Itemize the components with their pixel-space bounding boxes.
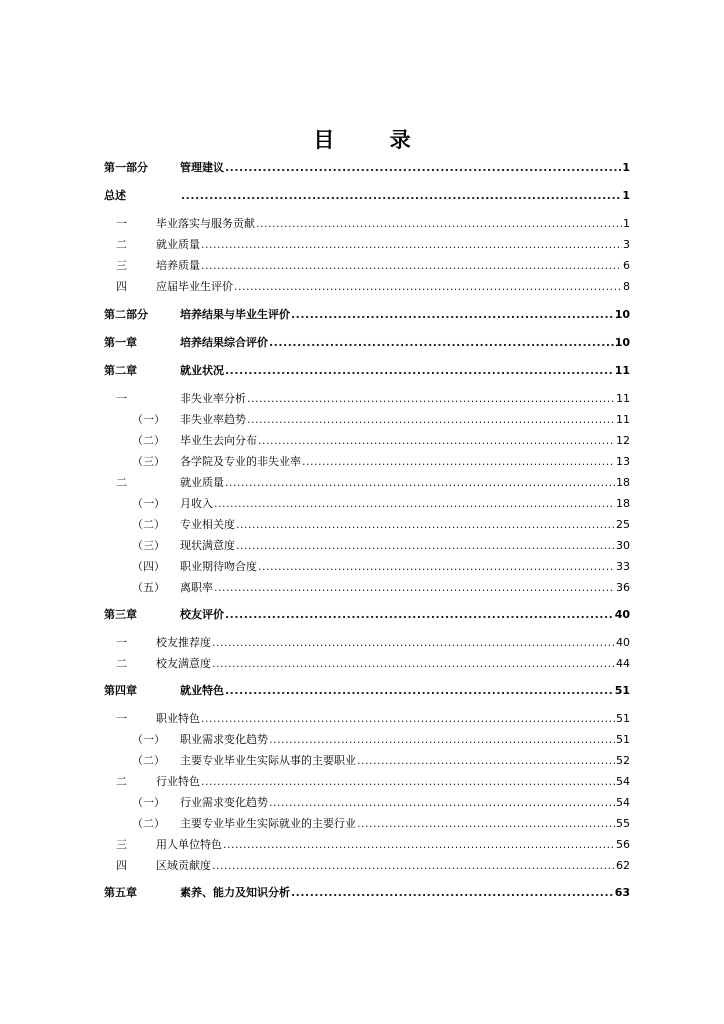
toc-page: 51 — [614, 684, 630, 697]
toc-leader — [212, 657, 615, 670]
toc-entry[interactable] — [104, 473, 630, 489]
toc-entry[interactable] — [104, 186, 630, 202]
toc-page: 3 — [623, 238, 630, 251]
toc-label: 行业需求变化趋势 — [180, 796, 268, 809]
toc-entry[interactable] — [104, 681, 630, 697]
toc-entry[interactable] — [104, 709, 630, 725]
toc-entry[interactable] — [104, 158, 630, 174]
toc-leader — [225, 476, 615, 489]
toc-leader — [225, 364, 614, 377]
toc-leader — [225, 684, 614, 697]
toc-entry[interactable] — [104, 772, 630, 788]
toc-label: 应届毕业生评价 — [156, 280, 233, 293]
toc-leader — [214, 497, 615, 510]
toc-number: 第一章 — [104, 336, 137, 349]
toc-number: 第三章 — [104, 608, 137, 621]
toc-leader — [212, 859, 615, 872]
toc-number: 二 — [116, 657, 127, 670]
toc-page: 40 — [614, 608, 630, 621]
toc-entry[interactable] — [104, 883, 630, 899]
toc-label: 非失业率分析 — [180, 392, 246, 405]
toc-entry[interactable] — [104, 333, 630, 349]
toc-number: 一 — [116, 712, 127, 725]
toc-entry[interactable] — [104, 557, 630, 573]
toc-label: 用人单位特色 — [156, 838, 222, 851]
toc-page: 1 — [622, 189, 630, 202]
toc-entry[interactable] — [104, 305, 630, 321]
toc-number: （二） — [132, 817, 165, 830]
toc-entry[interactable] — [104, 494, 630, 510]
toc-number: （五） — [132, 581, 165, 594]
toc-entry[interactable] — [104, 235, 630, 251]
toc-entry[interactable] — [104, 452, 630, 468]
toc-page: 52 — [616, 754, 630, 767]
toc-leader — [225, 608, 614, 621]
toc-label: 就业质量 — [156, 238, 200, 251]
toc-label: 就业特色 — [180, 684, 224, 697]
toc-title: 目 录 — [313, 128, 435, 152]
toc-leader — [236, 539, 615, 552]
toc-page: 11 — [616, 413, 630, 426]
toc-page: 51 — [616, 712, 630, 725]
toc-number: （二） — [132, 754, 165, 767]
toc-entry[interactable] — [104, 431, 630, 447]
toc-number: （一） — [132, 733, 165, 746]
toc-label: 行业特色 — [156, 775, 200, 788]
toc-label: 校友满意度 — [156, 657, 211, 670]
toc-label: 区域贡献度 — [156, 859, 211, 872]
toc-label: 管理建议 — [180, 161, 224, 174]
toc-number: 一 — [116, 636, 127, 649]
toc-page: 8 — [623, 280, 630, 293]
toc-label: 专业相关度 — [180, 518, 235, 531]
toc-number: 总述 — [104, 189, 126, 202]
toc-leader — [291, 308, 614, 321]
toc-entry[interactable] — [104, 214, 630, 230]
toc-leader — [258, 560, 615, 573]
toc-number: （一） — [132, 796, 165, 809]
toc-page: 54 — [616, 775, 630, 788]
toc-leader — [269, 336, 614, 349]
toc-leader — [201, 238, 622, 251]
toc-page: 1 — [622, 161, 630, 174]
toc-entry[interactable] — [104, 633, 630, 649]
toc-entry[interactable] — [104, 605, 630, 621]
toc-page: 25 — [616, 518, 630, 531]
toc-leader — [236, 518, 615, 531]
toc-leader — [214, 581, 615, 594]
toc-page: 11 — [616, 392, 630, 405]
toc-leader — [234, 280, 622, 293]
toc-page: 40 — [616, 636, 630, 649]
toc-number: 三 — [116, 838, 127, 851]
toc-entry[interactable] — [104, 814, 630, 830]
toc-label: 职业特色 — [156, 712, 200, 725]
toc-leader — [269, 796, 615, 809]
toc-label: 毕业落实与服务贡献 — [156, 217, 255, 230]
toc-entry[interactable] — [104, 856, 630, 872]
toc-label: 主要专业毕业生实际就业的主要行业 — [180, 817, 356, 830]
toc-label: 主要专业毕业生实际从事的主要职业 — [180, 754, 356, 767]
toc-leader — [212, 636, 615, 649]
toc-page: 1 — [623, 217, 630, 230]
toc-page: 10 — [614, 336, 630, 349]
toc-page: 12 — [616, 434, 630, 447]
toc-leader — [201, 712, 615, 725]
toc-label: 离职率 — [180, 581, 213, 594]
toc-leader — [225, 161, 621, 174]
toc-entry[interactable] — [104, 277, 630, 293]
toc-number: 二 — [116, 238, 127, 251]
toc-page: 36 — [616, 581, 630, 594]
toc-leader — [201, 775, 615, 788]
toc-page: 62 — [616, 859, 630, 872]
toc-page: 18 — [616, 476, 630, 489]
toc-label: 月收入 — [180, 497, 213, 510]
toc-number: 一 — [116, 392, 127, 405]
toc-leader — [247, 413, 615, 426]
toc-entry[interactable] — [104, 578, 630, 594]
toc-number: （二） — [132, 518, 165, 531]
toc-number: 四 — [116, 859, 127, 872]
toc-leader — [223, 838, 615, 851]
toc-label: 培养结果综合评价 — [180, 336, 268, 349]
toc-leader — [201, 259, 622, 272]
toc-entry[interactable] — [104, 536, 630, 552]
toc-page: 44 — [616, 657, 630, 670]
toc-number: 第四章 — [104, 684, 137, 697]
toc-leader — [291, 886, 614, 899]
toc-page: 18 — [616, 497, 630, 510]
toc-entry[interactable] — [104, 389, 630, 405]
toc-entry[interactable] — [104, 256, 630, 272]
toc-label: 培养结果与毕业生评价 — [180, 308, 290, 321]
toc-label: 毕业生去向分布 — [180, 434, 257, 447]
toc-number: 第二章 — [104, 364, 137, 377]
toc-page: 63 — [614, 886, 630, 899]
toc-page: 6 — [623, 259, 630, 272]
toc-label: 素养、能力及知识分析 — [180, 886, 290, 899]
toc-number: （一） — [132, 497, 165, 510]
toc-number: 二 — [116, 476, 127, 489]
toc-number: 四 — [116, 280, 127, 293]
toc-label: 校友评价 — [180, 608, 224, 621]
toc-entry[interactable] — [104, 515, 630, 531]
toc-leader — [302, 455, 615, 468]
toc-number: 第二部分 — [104, 308, 148, 321]
toc-label: 现状满意度 — [180, 539, 235, 552]
toc-number: 二 — [116, 775, 127, 788]
toc-page: 51 — [616, 733, 630, 746]
toc-number: （三） — [132, 539, 165, 552]
toc-page: 33 — [616, 560, 630, 573]
toc-leader — [258, 434, 615, 447]
toc-entry[interactable] — [104, 361, 630, 377]
toc-number: 一 — [116, 217, 127, 230]
toc-leader — [269, 733, 615, 746]
toc-number: 第五章 — [104, 886, 137, 899]
toc-leader — [256, 217, 622, 230]
toc-number: （一） — [132, 413, 165, 426]
toc-page: 56 — [616, 838, 630, 851]
toc-page: 55 — [616, 817, 630, 830]
toc-label: 职业需求变化趋势 — [180, 733, 268, 746]
toc-leader — [181, 189, 621, 202]
toc-label: 各学院及专业的非失业率 — [180, 455, 301, 468]
toc-number: （三） — [132, 455, 165, 468]
toc-entry[interactable] — [104, 654, 630, 670]
toc-label: 职业期待吻合度 — [180, 560, 257, 573]
toc-page: 13 — [616, 455, 630, 468]
toc-number: 三 — [116, 259, 127, 272]
toc-page: 11 — [614, 364, 630, 377]
toc-entry[interactable] — [104, 793, 630, 809]
toc-entry[interactable] — [104, 751, 630, 767]
toc-leader — [357, 817, 615, 830]
toc-page: 54 — [616, 796, 630, 809]
toc-entry[interactable] — [104, 730, 630, 746]
toc-label: 非失业率趋势 — [180, 413, 246, 426]
toc-number: （二） — [132, 434, 165, 447]
toc-label: 就业质量 — [180, 476, 224, 489]
toc-page: 10 — [614, 308, 630, 321]
toc-label: 培养质量 — [156, 259, 200, 272]
toc-label: 就业状况 — [180, 364, 224, 377]
toc-page: 30 — [616, 539, 630, 552]
toc-entry[interactable] — [104, 410, 630, 426]
toc-leader — [357, 754, 615, 767]
toc-leader — [247, 392, 615, 405]
toc-entry[interactable] — [104, 835, 630, 851]
toc-number: （四） — [132, 560, 165, 573]
toc-label: 校友推荐度 — [156, 636, 211, 649]
toc-number: 第一部分 — [104, 161, 148, 174]
